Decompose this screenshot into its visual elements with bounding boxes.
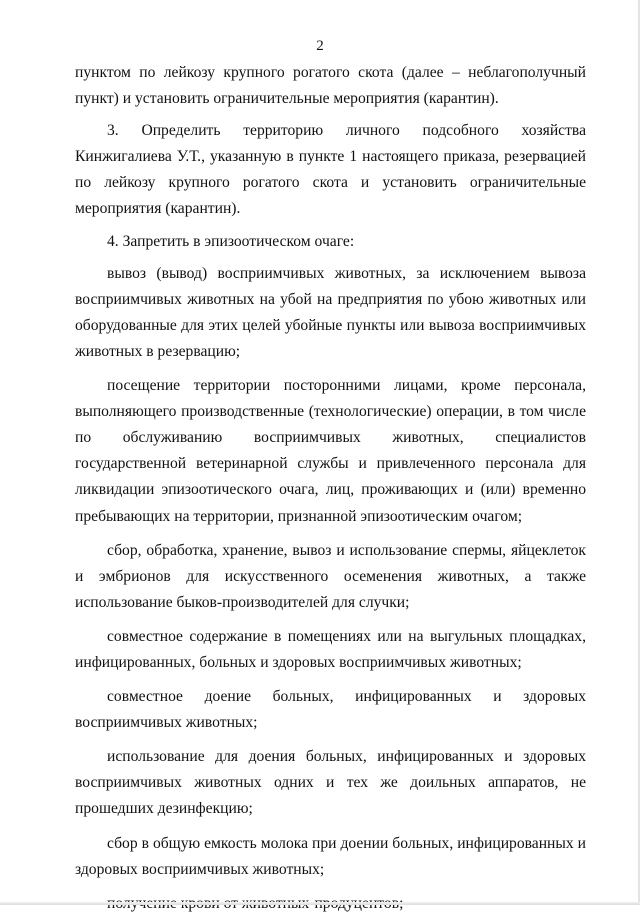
paragraph-ban-joint-milking: совместное доение больных, инфицированных и здоровых восприимчивых животных; bbox=[75, 688, 586, 732]
paragraph-continuation: пунктом по лейкозу крупного рогатого скота (далее – неблагополучный пункт) и установить ограничительные мероприятия (карантин). bbox=[75, 64, 586, 108]
paragraph-ban-shared-apparatus: использование для доения больных, инфицированных и здоровых восприимчивых животных одних и тех же доильных аппаратов, не прошедших дезинфекцию; bbox=[75, 748, 586, 818]
paragraph-item-4: 4. Запретить в эпизоотическом очаге: bbox=[107, 232, 355, 250]
paragraph-ban-removal: вывоз (вывод) восприимчивых животных, за исключением вывоза восприимчивых животных на убой на предприятия по убою животных или оборудованные для этих целей убойные пункты или вывоза восприимчивых животных в резервацию; bbox=[75, 264, 586, 360]
paragraph-ban-milk-collection: сбор в общую емкость молока при доении больных, инфицированных и здоровых восприимчивых животных; bbox=[75, 834, 586, 878]
paragraph-ban-joint-keeping: совместное содержание в помещениях или на выгульных площадках, инфицированных, больных и здоровых восприимчивых животных; bbox=[75, 627, 586, 671]
document-body bbox=[75, 60, 586, 917]
paragraph-ban-sperm: сбор, обработка, хранение, вывоз и использование спермы, яйцеклеток и эмбрионов для искусственного осеменения животных, а также использование быков-производителей для случки; bbox=[75, 541, 586, 611]
paragraph-item-3: 3. Определить территорию личного подсобного хозяйства Кинжигалиева У.Т., указанную в пункте 1 настоящего приказа, резервацией по лейкозу крупного рогатого скота и установить ограничительные мероприятия (карантин). bbox=[75, 122, 586, 218]
paragraph-ban-visits: посещение территории посторонними лицами, кроме персонала, выполняющего производственные (технологические) операции, в том числе по обслуживанию восприимчивых животных, специалистов государственной ветеринарной службы и привлеченного персонала для ликвидации эпизоотического очага, лиц, проживающих и (или) временно пребывающих на территории, признанной эпизоотическим очагом; bbox=[75, 377, 586, 525]
page-number: 2 bbox=[316, 38, 324, 54]
